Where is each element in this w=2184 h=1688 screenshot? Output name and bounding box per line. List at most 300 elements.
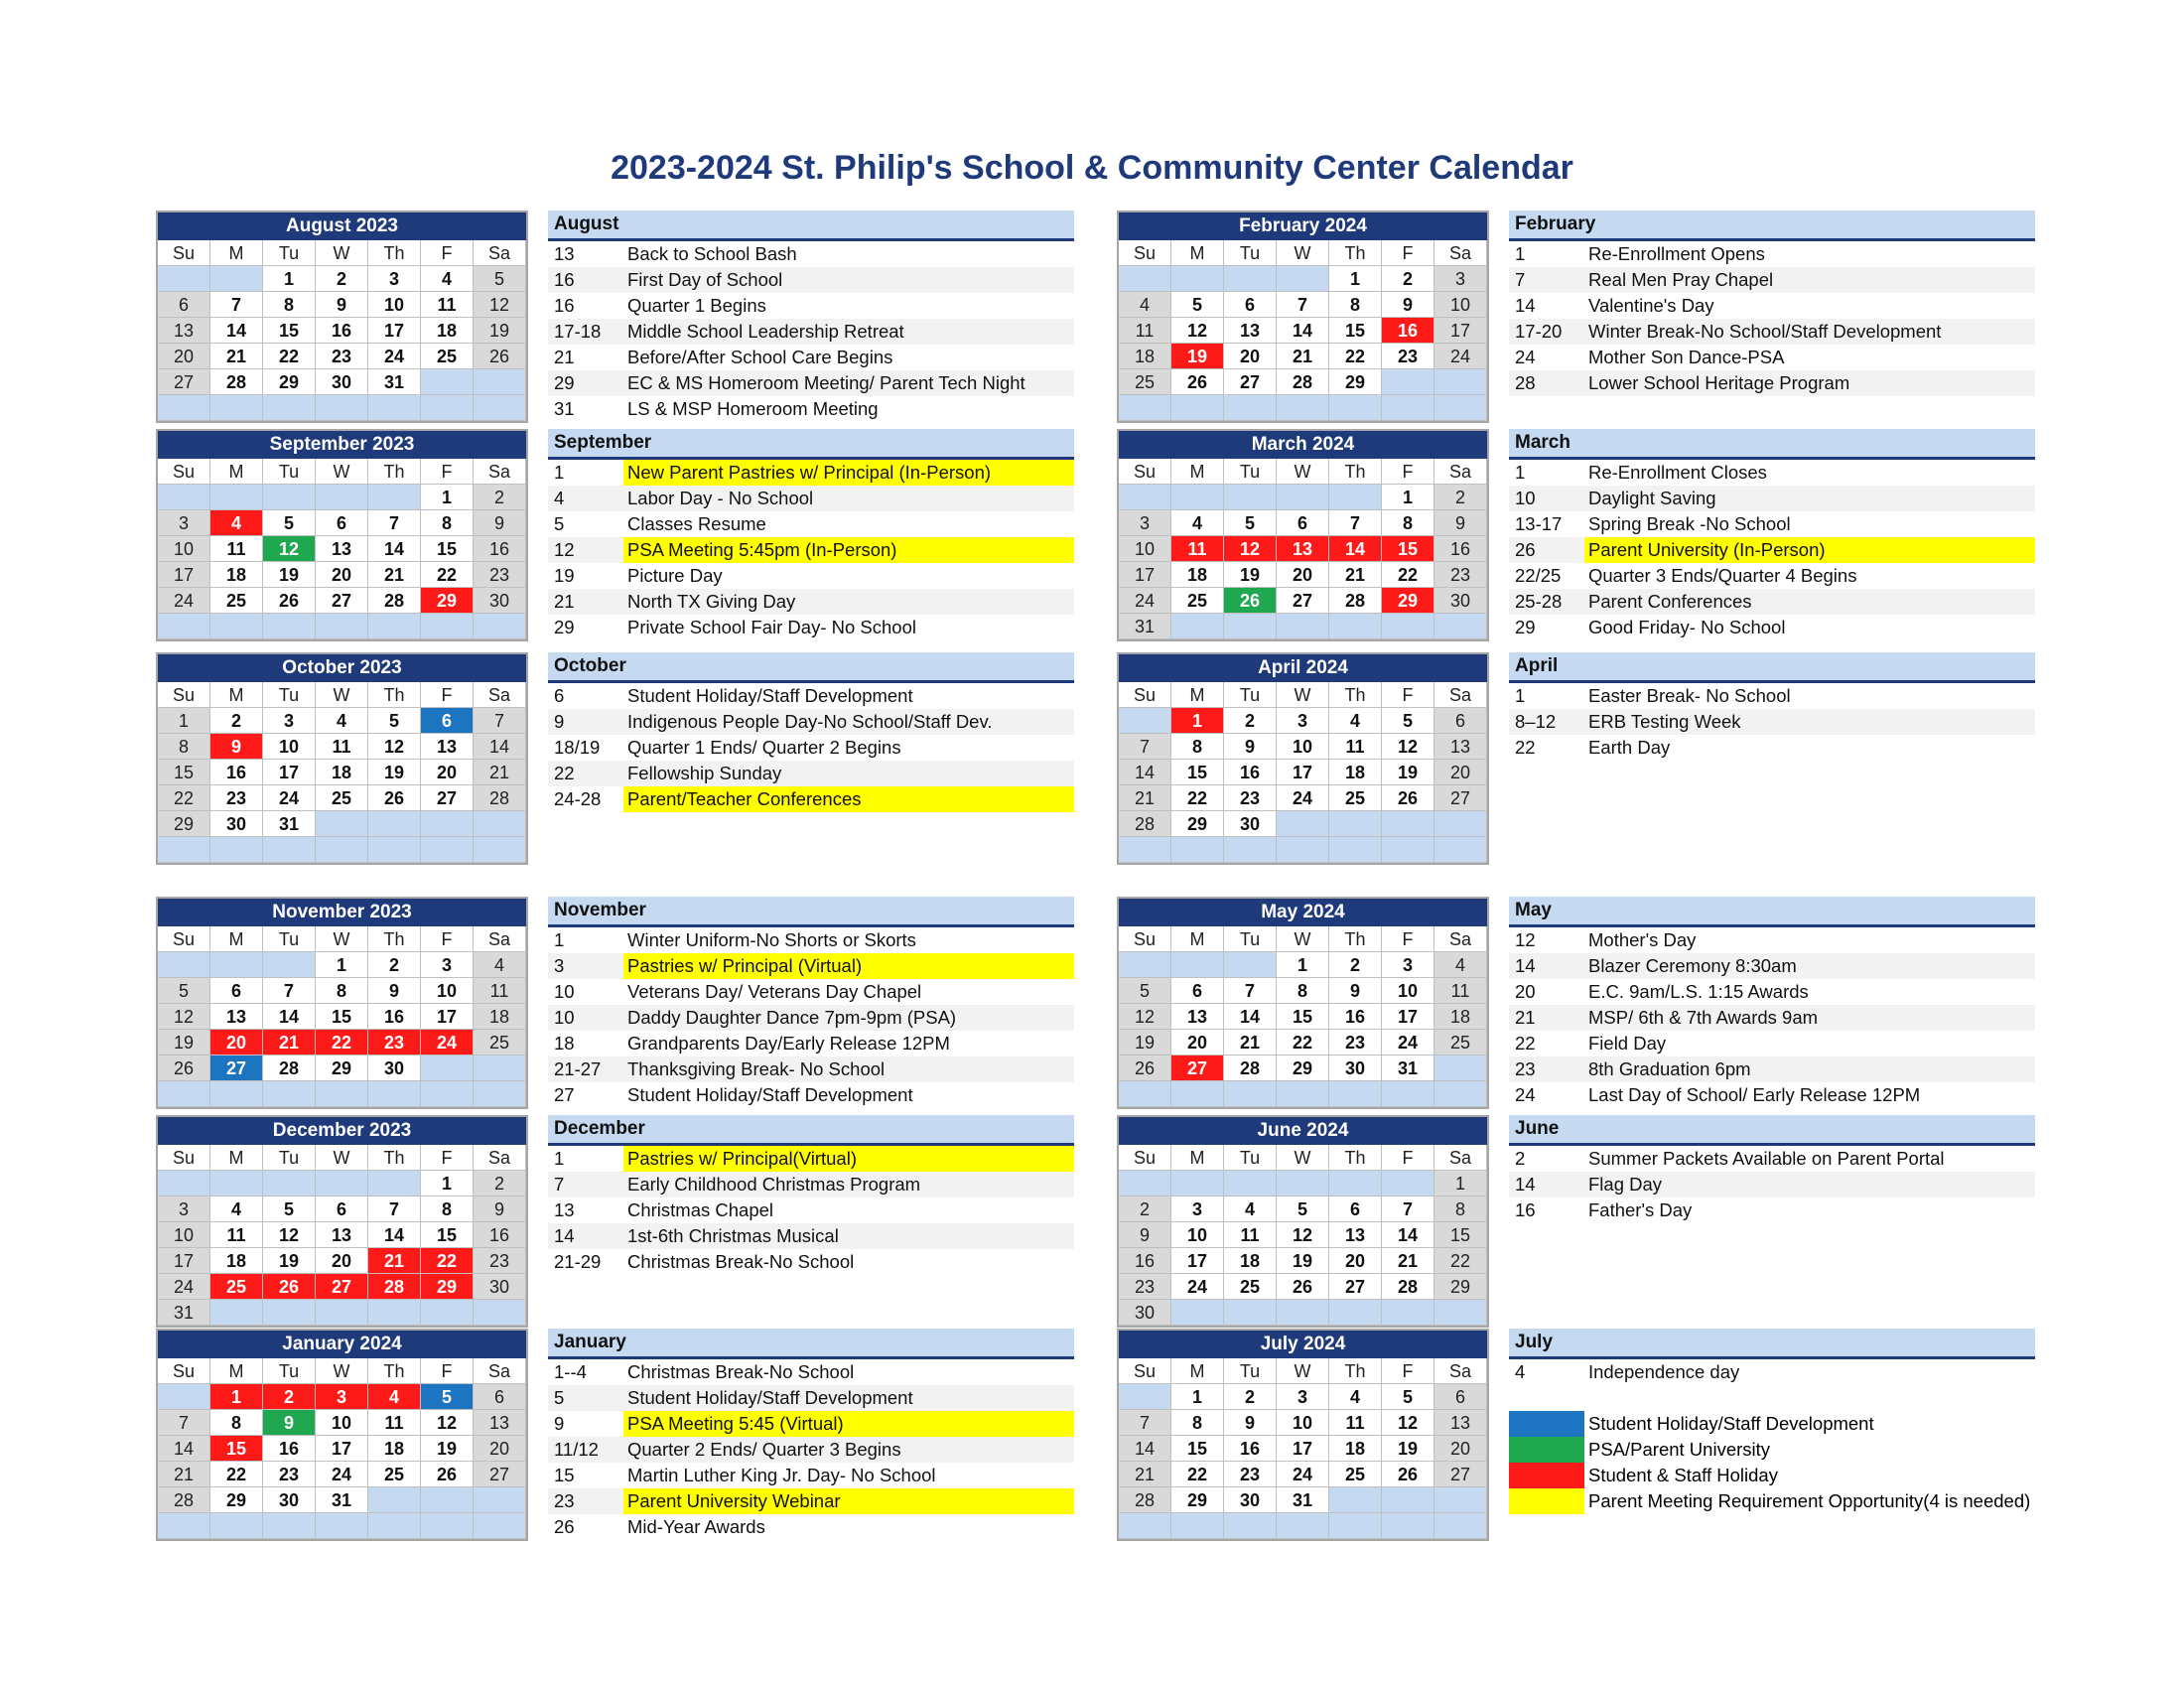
event-date: 2 [1515, 1148, 1526, 1169]
events-month-title: April [1509, 652, 2035, 683]
events-rows [548, 460, 1074, 640]
events-list [1509, 897, 2035, 1108]
day-cell: 16 [474, 536, 526, 562]
day-cell: 30 [210, 811, 263, 837]
day-cell: 22 [1329, 344, 1382, 369]
day-cell: 24 [158, 588, 210, 614]
day-cell [1224, 1300, 1277, 1326]
day-cell: 7 [368, 510, 421, 536]
day-cell: 13 [474, 1410, 526, 1436]
day-cell: 6 [1434, 1384, 1487, 1410]
day-cell: 16 [1224, 1436, 1277, 1462]
weekday-label: Sa [474, 1145, 526, 1171]
event-date: 7 [554, 1174, 565, 1195]
weekday-label: Sa [474, 459, 526, 485]
day-cell: 14 [263, 1004, 316, 1030]
day-cell: 3 [1119, 510, 1171, 536]
day-cell: 25 [316, 785, 368, 811]
weekday-label: F [1382, 926, 1434, 952]
day-cell [316, 1513, 368, 1539]
day-cell [1119, 708, 1171, 734]
day-cell: 4 [474, 952, 526, 978]
day-cell: 1 [421, 1171, 474, 1196]
event-row [1509, 979, 2035, 1005]
day-cell: 31 [316, 1487, 368, 1513]
events-rows [548, 241, 1074, 422]
event-title: Private School Fair Day- No School [627, 617, 916, 637]
event-date: 22 [1515, 1033, 1536, 1054]
day-cell: 27 [316, 1274, 368, 1300]
day-cell [474, 811, 526, 837]
day-cell: 15 [1171, 1436, 1224, 1462]
day-cell: 6 [316, 1196, 368, 1222]
day-cell [421, 369, 474, 395]
day-cell [1277, 1513, 1329, 1539]
month-title: September 2023 [158, 431, 526, 459]
day-cell [210, 1171, 263, 1196]
day-cell [1434, 395, 1487, 421]
event-row [1509, 563, 2035, 589]
day-cell [368, 811, 421, 837]
day-cell: 8 [1434, 1196, 1487, 1222]
day-cell: 23 [263, 1462, 316, 1487]
day-cell: 2 [474, 1171, 526, 1196]
weekday-label: Sa [1434, 1145, 1487, 1171]
day-cell: 18 [1171, 562, 1224, 588]
day-cell: 25 [210, 588, 263, 614]
month-title: August 2023 [158, 212, 526, 240]
day-cell [1329, 1513, 1382, 1539]
events-month-title: January [548, 1329, 1074, 1359]
day-cell [1277, 266, 1329, 292]
event-row [1509, 370, 2035, 396]
weekday-label: Sa [474, 240, 526, 266]
day-cell: 4 [1119, 292, 1171, 318]
event-row [548, 1056, 1074, 1082]
event-title: Flag Day [1588, 1174, 1663, 1195]
day-cell: 6 [316, 510, 368, 536]
event-date: 8–12 [1515, 711, 1557, 732]
day-cell [1382, 1300, 1434, 1326]
day-cell: 4 [1171, 510, 1224, 536]
day-cell: 8 [421, 1196, 474, 1222]
day-cell: 9 [474, 510, 526, 536]
event-title: Quarter 3 Ends/Quarter 4 Begins [1588, 565, 1857, 586]
event-title: Independence day [1588, 1361, 1740, 1382]
day-cell: 24 [316, 1462, 368, 1487]
day-cell: 30 [1119, 1300, 1171, 1326]
event-date: 27 [554, 1084, 575, 1105]
event-date: 14 [554, 1225, 575, 1246]
event-title: Real Men Pray Chapel [1588, 269, 1774, 290]
day-cell: 11 [1171, 536, 1224, 562]
day-cell: 30 [474, 1274, 526, 1300]
day-cell: 12 [421, 1410, 474, 1436]
day-cell [210, 266, 263, 292]
day-cell: 10 [421, 978, 474, 1004]
day-cell: 29 [421, 588, 474, 614]
events-rows [1509, 1146, 2035, 1223]
event-date: 31 [554, 398, 575, 419]
day-cell: 28 [1224, 1055, 1277, 1081]
day-cell: 2 [1382, 266, 1434, 292]
day-cell: 21 [368, 562, 421, 588]
day-cell: 23 [1224, 785, 1277, 811]
day-cell: 20 [1434, 760, 1487, 785]
day-cell: 17 [263, 760, 316, 785]
day-cell [421, 1055, 474, 1081]
day-cell [368, 1300, 421, 1326]
day-cell: 12 [1224, 536, 1277, 562]
event-title: Re-Enrollment Opens [1588, 243, 1765, 264]
weekday-label: Th [1329, 240, 1382, 266]
event-title: Indigenous People Day-No School/Staff Dev. [627, 711, 993, 732]
event-date: 24 [1515, 1084, 1536, 1105]
month-calendar [156, 1329, 528, 1541]
day-cell: 22 [1277, 1030, 1329, 1055]
events-month-title: May [1509, 897, 2035, 927]
day-cell: 14 [368, 536, 421, 562]
day-cell: 9 [316, 292, 368, 318]
day-cell [263, 1300, 316, 1326]
events-list [548, 897, 1074, 1108]
day-cell: 2 [474, 485, 526, 510]
month-calendar [156, 211, 528, 423]
event-title: Daylight Saving [1588, 488, 1716, 508]
day-cell: 22 [1171, 1462, 1224, 1487]
day-cell: 3 [421, 952, 474, 978]
events-list [548, 652, 1074, 812]
day-cell [1434, 1513, 1487, 1539]
day-cell [263, 1081, 316, 1107]
weekday-label: Tu [263, 926, 316, 952]
weekday-label: F [421, 1145, 474, 1171]
month-grid [1119, 459, 1487, 639]
day-cell: 13 [1224, 318, 1277, 344]
event-row [1509, 683, 2035, 709]
day-cell [1382, 1171, 1434, 1196]
day-cell: 27 [474, 1462, 526, 1487]
day-cell: 15 [1277, 1004, 1329, 1030]
day-cell: 27 [1434, 1462, 1487, 1487]
weekday-label: Tu [263, 682, 316, 708]
month-title: November 2023 [158, 899, 526, 926]
day-cell [474, 369, 526, 395]
events-month-title: September [548, 429, 1074, 460]
day-cell: 1 [1382, 485, 1434, 510]
day-cell: 20 [1224, 344, 1277, 369]
event-date: 12 [554, 539, 575, 560]
month-title: October 2023 [158, 654, 526, 682]
event-date: 10 [1515, 488, 1536, 508]
day-cell: 17 [1277, 760, 1329, 785]
day-cell: 23 [210, 785, 263, 811]
day-cell [210, 837, 263, 863]
event-date: 20 [1515, 981, 1536, 1002]
day-cell: 15 [1329, 318, 1382, 344]
day-cell [1119, 1513, 1171, 1539]
day-cell: 26 [1382, 785, 1434, 811]
event-row [548, 1249, 1074, 1275]
day-cell: 2 [316, 266, 368, 292]
event-row [548, 761, 1074, 786]
event-title: Mid-Year Awards [627, 1516, 765, 1537]
event-title: MSP/ 6th & 7th Awards 9am [1588, 1007, 1819, 1028]
weekday-label: Sa [474, 1358, 526, 1384]
day-cell [1329, 395, 1382, 421]
event-row [1509, 1172, 2035, 1197]
day-cell: 30 [368, 1055, 421, 1081]
day-cell [1119, 837, 1171, 863]
weekday-label: F [421, 682, 474, 708]
day-cell: 20 [1434, 1436, 1487, 1462]
day-cell [1382, 1081, 1434, 1107]
day-cell: 2 [1224, 1384, 1277, 1410]
day-cell: 18 [1434, 1004, 1487, 1030]
day-cell: 20 [158, 344, 210, 369]
day-cell: 8 [210, 1410, 263, 1436]
day-cell: 21 [1119, 785, 1171, 811]
day-cell: 21 [263, 1030, 316, 1055]
day-cell: 23 [1224, 1462, 1277, 1487]
day-cell [421, 837, 474, 863]
day-cell: 7 [1224, 978, 1277, 1004]
event-date: 21 [1515, 1007, 1536, 1028]
events-rows [548, 927, 1074, 1108]
day-cell: 30 [474, 588, 526, 614]
event-row [548, 1146, 1074, 1172]
day-cell: 1 [1434, 1171, 1487, 1196]
day-cell: 11 [1224, 1222, 1277, 1248]
events-month-title: November [548, 897, 1074, 927]
day-cell: 13 [316, 536, 368, 562]
day-cell: 27 [1171, 1055, 1224, 1081]
event-row [1509, 1005, 2035, 1031]
event-date: 5 [554, 1387, 565, 1408]
weekday-label: F [1382, 1358, 1434, 1384]
day-cell: 3 [1277, 1384, 1329, 1410]
day-cell [1171, 485, 1224, 510]
event-date: 23 [554, 1490, 575, 1511]
day-cell: 1 [421, 485, 474, 510]
day-cell: 30 [1329, 1055, 1382, 1081]
events-month-title: March [1509, 429, 2035, 460]
day-cell: 15 [316, 1004, 368, 1030]
day-cell: 24 [1119, 588, 1171, 614]
event-row [548, 709, 1074, 735]
day-cell: 3 [1171, 1196, 1224, 1222]
month-grid [158, 459, 526, 639]
day-cell [474, 1300, 526, 1326]
weekday-label: Su [158, 682, 210, 708]
weekday-label: M [1171, 682, 1224, 708]
weekday-label: W [1277, 682, 1329, 708]
day-cell: 9 [1329, 978, 1382, 1004]
day-cell: 20 [1277, 562, 1329, 588]
day-cell: 19 [421, 1436, 474, 1462]
day-cell: 16 [1434, 536, 1487, 562]
day-cell [1224, 1513, 1277, 1539]
month-grid [1119, 240, 1487, 421]
day-cell: 10 [1382, 978, 1434, 1004]
weekday-label: Th [1329, 1145, 1382, 1171]
day-cell: 28 [210, 369, 263, 395]
day-cell: 16 [316, 318, 368, 344]
event-date: 21-29 [554, 1251, 602, 1272]
day-cell: 5 [474, 266, 526, 292]
day-cell: 6 [474, 1384, 526, 1410]
day-cell [1171, 266, 1224, 292]
event-title: First Day of School [627, 269, 783, 290]
event-row [548, 786, 1074, 812]
day-cell [1119, 485, 1171, 510]
event-row [548, 293, 1074, 319]
weekday-label: F [1382, 682, 1434, 708]
day-cell [474, 1487, 526, 1513]
event-row [1509, 345, 2035, 370]
weekday-label: M [1171, 926, 1224, 952]
weekday-label: Su [1119, 240, 1171, 266]
event-row [1509, 615, 2035, 640]
day-cell: 22 [158, 785, 210, 811]
day-cell: 25 [210, 1274, 263, 1300]
event-row [548, 1411, 1074, 1437]
day-cell [263, 485, 316, 510]
event-date: 17-20 [1515, 321, 1563, 342]
day-cell: 29 [1434, 1274, 1487, 1300]
day-cell [1329, 811, 1382, 837]
day-cell [421, 811, 474, 837]
events-month-title: June [1509, 1115, 2035, 1146]
day-cell: 10 [1434, 292, 1487, 318]
day-cell: 4 [1434, 952, 1487, 978]
day-cell: 28 [158, 1487, 210, 1513]
events-rows [1509, 1359, 2035, 1385]
day-cell: 26 [1119, 1055, 1171, 1081]
day-cell [368, 1513, 421, 1539]
event-title: 1st-6th Christmas Musical [627, 1225, 839, 1246]
event-row [548, 370, 1074, 396]
day-cell: 14 [1224, 1004, 1277, 1030]
day-cell: 2 [263, 1384, 316, 1410]
event-row [1509, 589, 2035, 615]
day-cell [1224, 395, 1277, 421]
day-cell: 5 [263, 1196, 316, 1222]
day-cell: 8 [316, 978, 368, 1004]
day-cell: 17 [1277, 1436, 1329, 1462]
day-cell: 15 [1434, 1222, 1487, 1248]
day-cell: 13 [158, 318, 210, 344]
day-cell [1171, 1513, 1224, 1539]
day-cell [263, 952, 316, 978]
day-cell: 9 [1382, 292, 1434, 318]
event-row [1509, 1359, 2035, 1385]
day-cell: 1 [158, 708, 210, 734]
weekday-label: Th [1329, 459, 1382, 485]
event-row [1509, 293, 2035, 319]
event-title: E.C. 9am/L.S. 1:15 Awards [1588, 981, 1809, 1002]
day-cell: 31 [1119, 614, 1171, 639]
month-grid [158, 240, 526, 421]
events-rows [548, 1359, 1074, 1540]
weekday-label: Th [368, 240, 421, 266]
day-cell: 15 [1171, 760, 1224, 785]
day-cell: 22 [316, 1030, 368, 1055]
day-cell [1382, 1487, 1434, 1513]
event-row [1509, 267, 2035, 293]
month-grid [1119, 1358, 1487, 1539]
month-calendar [1117, 897, 1489, 1109]
events-list [1509, 429, 2035, 640]
day-cell: 21 [210, 344, 263, 369]
event-row [548, 1488, 1074, 1514]
day-cell: 9 [474, 1196, 526, 1222]
event-title: Quarter 2 Ends/ Quarter 3 Begins [627, 1439, 901, 1460]
day-cell: 16 [368, 1004, 421, 1030]
day-cell [263, 1513, 316, 1539]
day-cell [1171, 1171, 1224, 1196]
weekday-label: M [210, 459, 263, 485]
day-cell: 11 [210, 536, 263, 562]
event-date: 29 [554, 617, 575, 637]
legend-spacer [1509, 1385, 2035, 1411]
day-cell: 17 [1119, 562, 1171, 588]
day-cell: 29 [263, 369, 316, 395]
day-cell: 5 [368, 708, 421, 734]
events-rows [1509, 927, 2035, 1108]
event-date: 18 [554, 1033, 575, 1054]
event-row [548, 683, 1074, 709]
event-title: 8th Graduation 6pm [1588, 1058, 1751, 1079]
event-title: Student Holiday/Staff Development [627, 685, 913, 706]
event-row [548, 979, 1074, 1005]
day-cell: 2 [1119, 1196, 1171, 1222]
weekday-label: Sa [1434, 459, 1487, 485]
day-cell [210, 952, 263, 978]
day-cell: 11 [1434, 978, 1487, 1004]
day-cell: 19 [1382, 1436, 1434, 1462]
day-cell: 2 [1224, 708, 1277, 734]
day-cell: 23 [1119, 1274, 1171, 1300]
event-row [548, 345, 1074, 370]
day-cell: 27 [1277, 588, 1329, 614]
day-cell: 4 [316, 708, 368, 734]
day-cell: 7 [263, 978, 316, 1004]
day-cell: 20 [421, 760, 474, 785]
weekday-label: Th [1329, 1358, 1382, 1384]
day-cell: 7 [1119, 1410, 1171, 1436]
event-title: ERB Testing Week [1588, 711, 1741, 732]
day-cell: 18 [210, 1248, 263, 1274]
event-title: Grandparents Day/Early Release 12PM [627, 1033, 950, 1054]
day-cell: 2 [368, 952, 421, 978]
day-cell: 20 [1171, 1030, 1224, 1055]
day-cell [316, 1300, 368, 1326]
day-cell [316, 837, 368, 863]
event-row [548, 735, 1074, 761]
day-cell: 20 [474, 1436, 526, 1462]
day-cell: 31 [1277, 1487, 1329, 1513]
event-title: New Parent Pastries w/ Principal (In-Person) [623, 460, 1074, 486]
day-cell [474, 1055, 526, 1081]
day-cell: 21 [1119, 1462, 1171, 1487]
event-date: 25-28 [1515, 591, 1563, 612]
weekday-label: Su [1119, 459, 1171, 485]
day-cell [421, 1300, 474, 1326]
day-cell [1171, 395, 1224, 421]
day-cell: 19 [1119, 1030, 1171, 1055]
day-cell: 8 [1329, 292, 1382, 318]
